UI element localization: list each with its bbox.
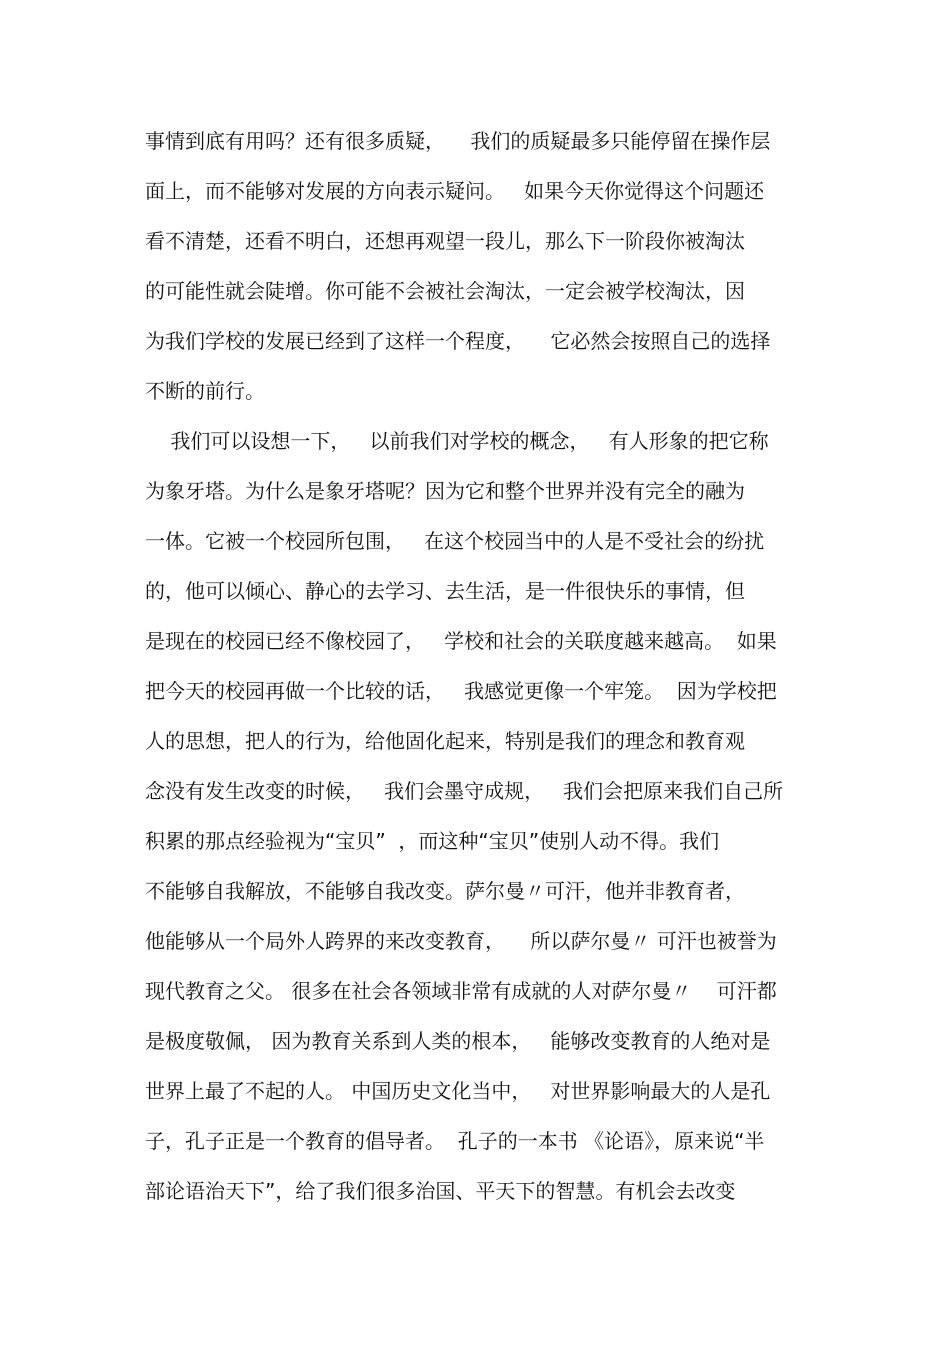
text-line: 部论语治天下”，给了我们很多治国、平天下的智慧。有机会去改变 [145, 1179, 736, 1203]
text-line: 一体。它被一个校园所包围， 在这个校园当中的人是不受社会的纷扰 [145, 529, 765, 553]
text-line: 是现在的校园已经不像校园了， 学校和社会的关联度越来越高。 如果 [145, 629, 777, 653]
text-line: 事情到底有用吗？还有很多质疑， 我们的质疑最多只能停留在操作层 [145, 129, 771, 153]
text-line: 把今天的校园再做一个比较的话， 我感觉更像一个牢笼。 因为学校把 [145, 679, 777, 703]
text-line: 积累的那点经验视为“宝贝” ，而这种“宝贝”使别人动不得。我们 [145, 829, 720, 853]
text-line: 是极度敬佩， 因为教育关系到人类的根本， 能够改变教育的人绝对是 [145, 1029, 771, 1053]
text-line: 的可能性就会陡增。你可能不会被社会淘汰，一定会被学校淘汰，因 [145, 279, 745, 303]
text-line: 现代教育之父。 很多在社会各领域非常有成就的人对萨尔曼〃 可汗都 [145, 979, 777, 1003]
text-line: 看不清楚，还看不明白，还想再观望一段儿，那么下一阶段你被淘汰 [145, 229, 745, 253]
text-line: 人的思想，把人的行为，给他固化起来，特别是我们的理念和教育观 [145, 729, 745, 753]
text-line: 念没有发生改变的时候， 我们会墨守成规， 我们会把原来我们自己所 [145, 779, 784, 803]
text-line: 为我们学校的发展已经到了这样一个程度， 它必然会按照自己的选择 [145, 329, 771, 353]
text-line: 他能够从一个局外人跨界的来改变教育， 所以萨尔曼〃 可汗也被誉为 [145, 929, 777, 953]
paragraph-start-line: 我们可以设想一下， 以前我们对学校的概念， 有人形象的把它称 [145, 429, 769, 453]
text-line: 不断的前行。 [145, 379, 265, 403]
text-line: 面上，而不能够对发展的方向表示疑问。 如果今天你觉得这个问题还 [145, 179, 765, 203]
text-line: 的，他可以倾心、静心的去学习、去生活，是一件很快乐的事情，但 [145, 579, 745, 603]
text-line: 子，孔子正是一个教育的倡导者。 孔子的一本书 《论语》，原来说“半 [145, 1129, 765, 1153]
text-line: 世界上最了不起的人。 中国历史文化当中， 对世界影响最大的人是孔 [145, 1079, 771, 1103]
text-line: 不能够自我解放，不能够自我改变。萨尔曼〃可汗，他并非教育者， [145, 879, 745, 903]
text-line: 为象牙塔。为什么是象牙塔呢？因为它和整个世界并没有完全的融为 [145, 479, 745, 503]
body-text [145, 124, 825, 1224]
